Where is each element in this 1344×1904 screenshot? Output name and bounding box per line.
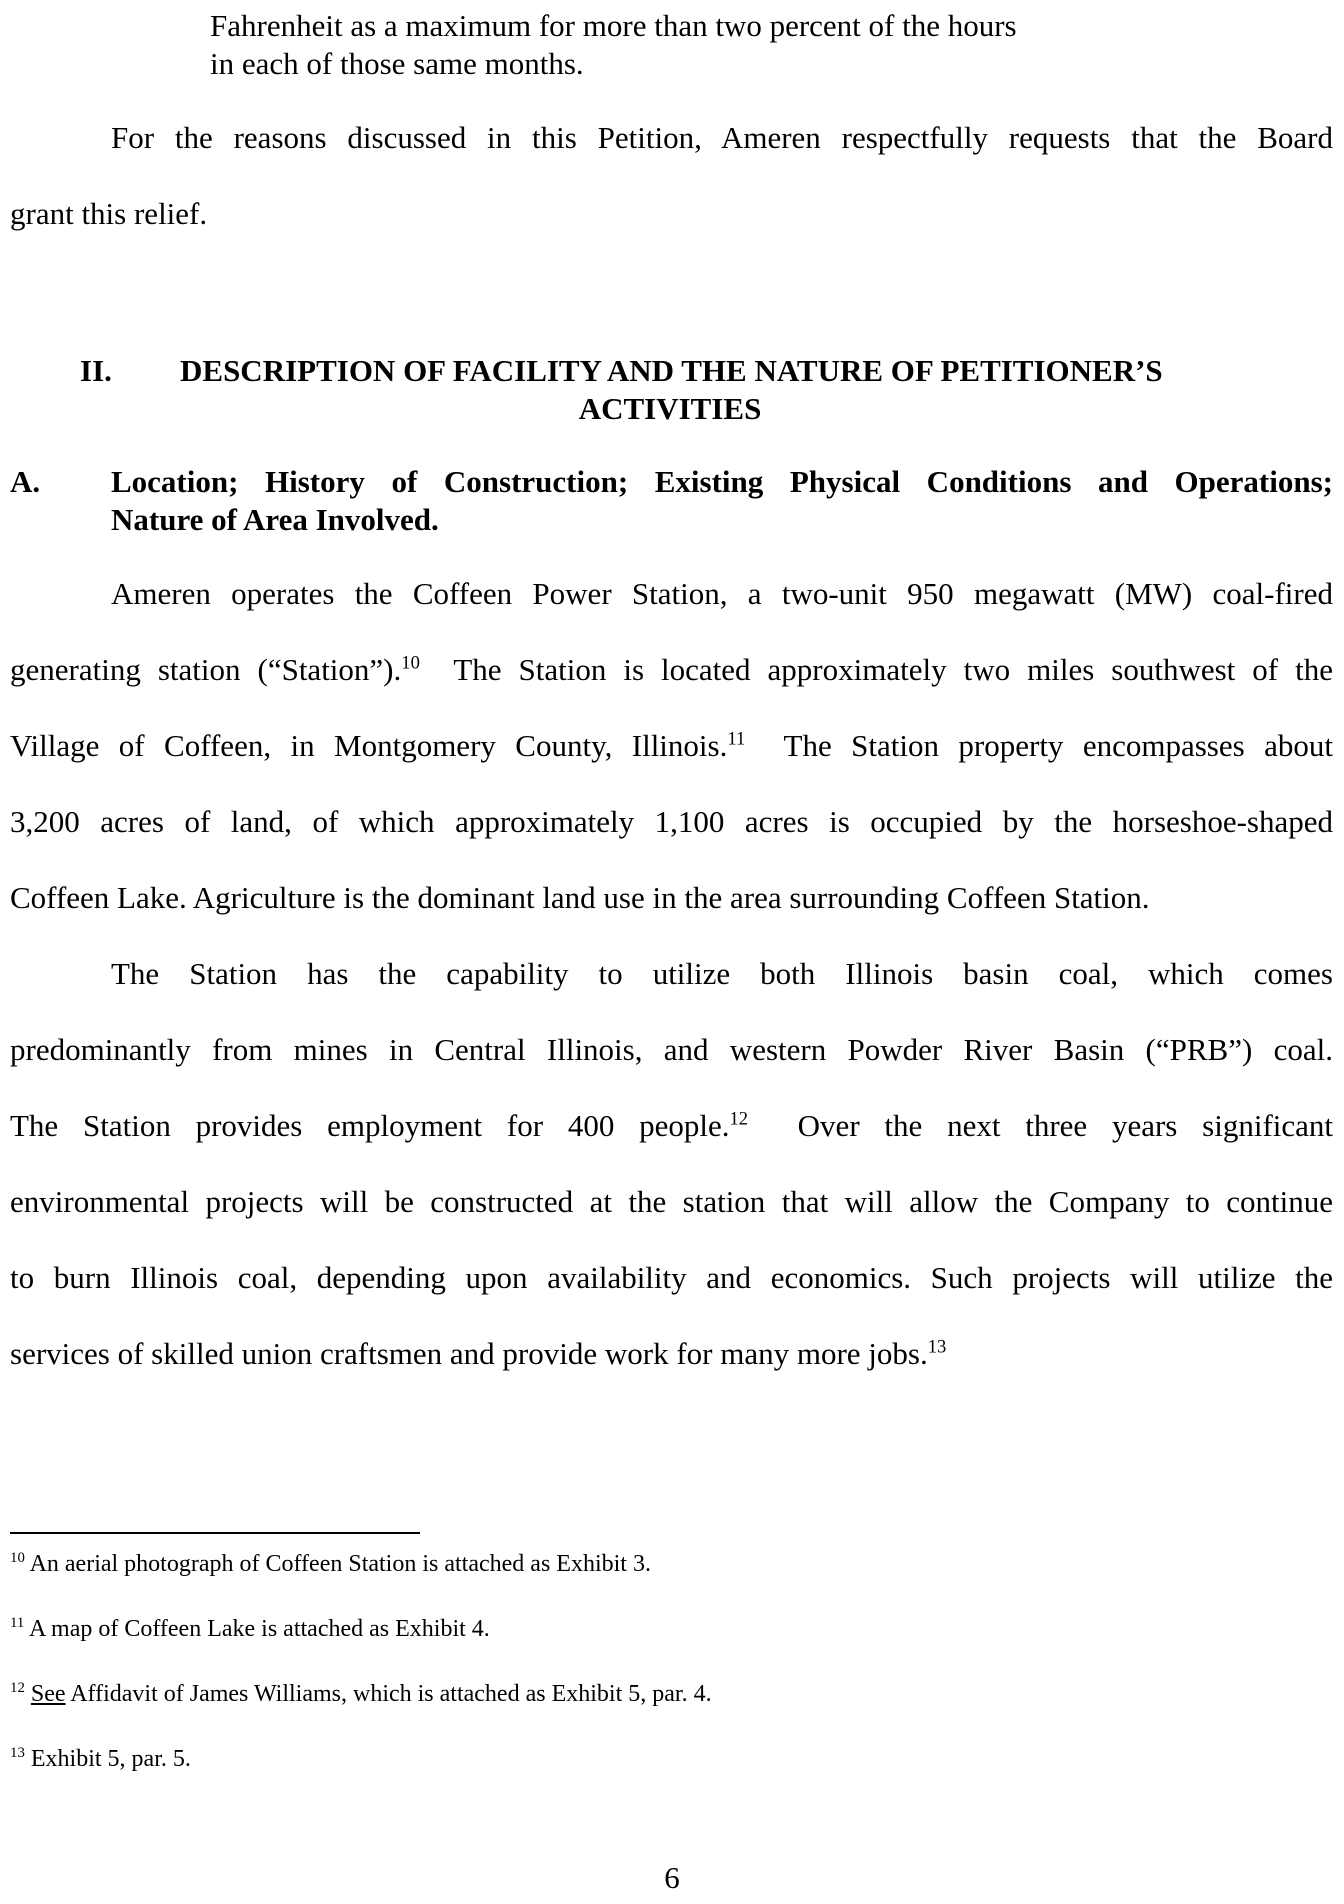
section-heading-line-2: ACTIVITIES	[578, 391, 762, 426]
footnote-ref-10: 10	[401, 652, 420, 674]
footnote-12	[10, 1680, 712, 1709]
carryover-line-2: in each of those same months.	[210, 46, 584, 81]
footnote-text: An aerial photograph of Coffeen Station is attached as Exhibit 3.	[29, 1551, 651, 1577]
paragraph2-line-6-text: services of skilled union craftsmen and provide work for many more jobs.	[10, 1336, 928, 1371]
paragraph2-line-2: predominantly from mines in Central Illinois, and western Powder River Basin (“PRB”) coal.	[10, 1032, 1333, 1067]
paragraph1-line-4: 3,200 acres of land, of which approximately 1,100 acres is occupied by the horseshoe-shaped	[10, 804, 1333, 839]
carryover-line-1: Fahrenheit as a maximum for more than two percent of the hours	[210, 8, 1017, 43]
footnote-ref-13: 13	[927, 1336, 947, 1358]
footnote-11	[10, 1615, 490, 1644]
footnote-number: 12	[10, 1680, 25, 1696]
paragraph1-line-3-text-a: Village of Coffeen, in Montgomery County, Illinois.	[10, 728, 728, 763]
paragraph1-line-3	[10, 728, 1333, 764]
paragraph1-line-1: Ameren operates the Coffeen Power Station, a two-unit 950 megawatt (MW) coal-fired	[111, 576, 1333, 611]
footnote-number: 10	[10, 1550, 25, 1566]
subsection-heading-line-2: Nature of Area Involved.	[111, 502, 439, 537]
subsection-letter: A.	[10, 464, 41, 499]
subsection-heading-line-1: Location; History of Construction; Existing Physical Conditions and Operations;	[111, 464, 1333, 499]
footnote-separator	[10, 1532, 420, 1534]
footnote-number: 11	[10, 1615, 25, 1631]
section-number: II.	[80, 353, 112, 388]
intro-paragraph-line-2: grant this relief.	[10, 196, 208, 231]
footnote-13	[10, 1745, 191, 1774]
footnote-number: 13	[10, 1745, 25, 1761]
paragraph2-line-5: to burn Illinois coal, depending upon availability and economics. Such projects will utilize the	[10, 1260, 1333, 1295]
footnote-ref-12: 12	[729, 1108, 749, 1130]
paragraph2-line-1: The Station has the capability to utilize both Illinois basin coal, which comes	[111, 956, 1333, 991]
footnote-text: Affidavit of James Williams, which is attached as Exhibit 5, par. 4.	[65, 1681, 712, 1707]
page-number: 6	[664, 1860, 680, 1895]
paragraph2-line-4: environmental projects will be constructed at the station that will allow the Company to continue	[10, 1184, 1333, 1219]
paragraph2-line-3-text-b: Over the next three years significant	[797, 1108, 1334, 1143]
footnote-text: Exhibit 5, par. 5.	[30, 1746, 191, 1772]
paragraph2-line-3	[10, 1108, 1333, 1144]
paragraph1-line-5: Coffeen Lake. Agriculture is the dominant land use in the area surrounding Coffeen Station.	[10, 880, 1150, 915]
footnote-see-signal: See	[30, 1681, 66, 1707]
paragraph2-line-3-text-a: The Station provides employment for 400 people.	[10, 1108, 730, 1143]
paragraph1-line-2-text-a: generating station (“Station”).	[10, 652, 402, 687]
paragraph2-line-6	[10, 1336, 946, 1372]
footnote-text: A map of Coffeen Lake is attached as Exhibit 4.	[29, 1616, 490, 1642]
section-heading-line-1: DESCRIPTION OF FACILITY AND THE NATURE OF PETITIONER’S	[180, 353, 1163, 388]
footnote-10	[10, 1550, 651, 1579]
paragraph1-line-2-text-b: The Station is located approximately two miles southwest of the	[453, 652, 1333, 687]
paragraph1-line-3-text-b: The Station property encompasses about	[783, 728, 1333, 763]
footnote-ref-11: 11	[727, 728, 746, 750]
intro-paragraph-line-1: For the reasons discussed in this Petition, Ameren respectfully requests that the Board	[111, 120, 1333, 155]
paragraph1-line-2	[10, 652, 1333, 688]
